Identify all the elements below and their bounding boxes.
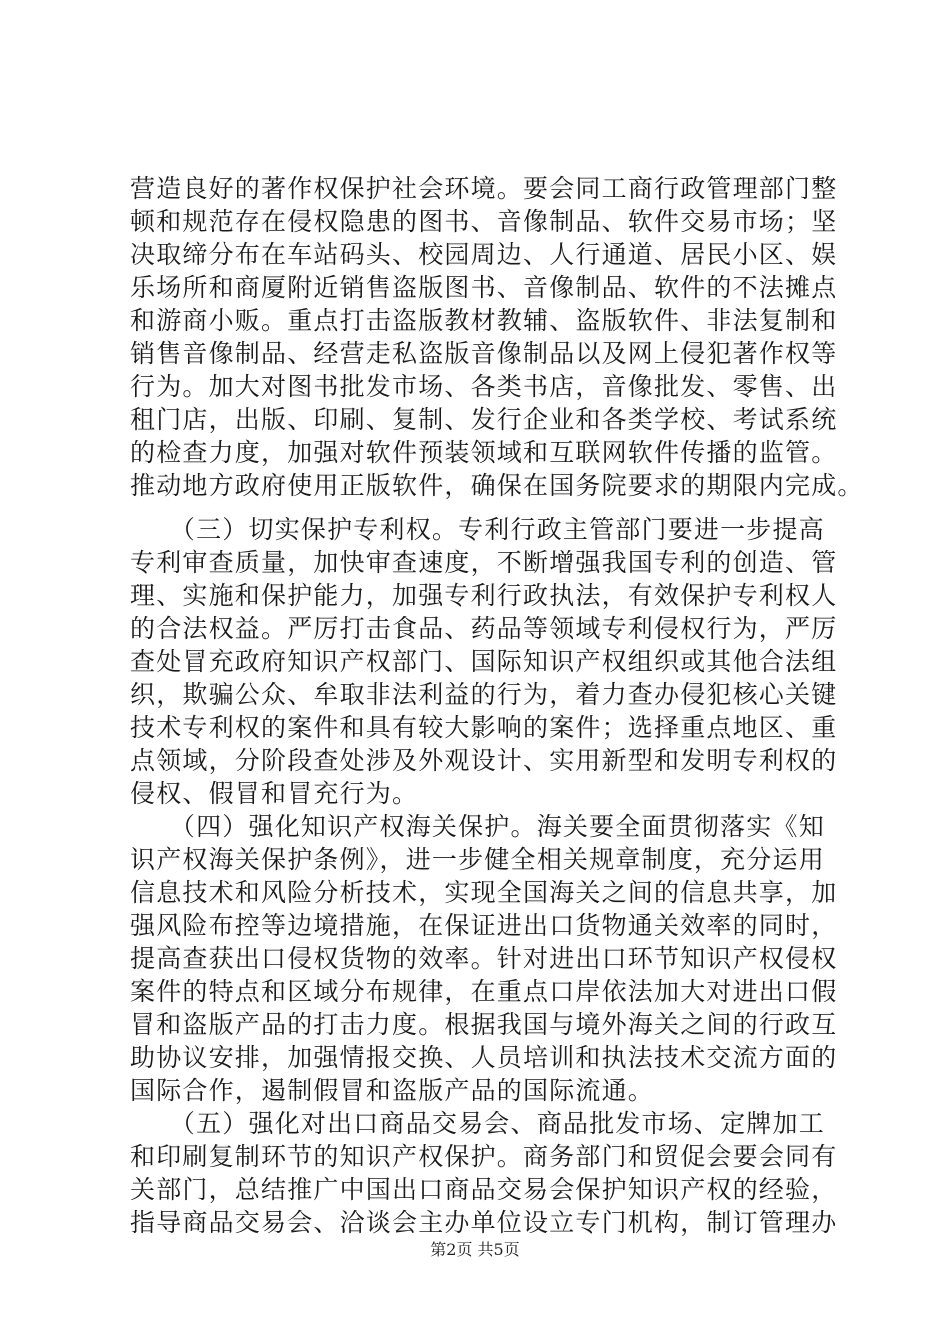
text-line: 点领域，分阶段查处涉及外观设计、实用新型和发明专利权的 <box>130 746 838 775</box>
text-line: 信息技术和风险分析技术，实现全国海关之间的信息共享，加 <box>130 878 838 907</box>
text-line: 强风险布控等边境措施，在保证进出口货物通关效率的同时， <box>130 911 838 940</box>
text-line: （四）强化知识产权海关保护。海关要全面贯彻落实《知 <box>130 812 825 841</box>
text-line: 助协议安排，加强情报交换、人员培训和执法技术交流方面的 <box>130 1043 838 1072</box>
text-line: 推动地方政府使用正版软件，确保在国务院要求的期限内完成。 <box>130 471 864 500</box>
text-line: 案件的特点和区域分布规律，在重点口岸依法加大对进出口假 <box>130 977 838 1006</box>
text-line: 查处冒充政府知识产权部门、国际知识产权组织或其他合法组 <box>130 647 838 676</box>
text-line: （五）强化对出口商品交易会、商品批发市场、定牌加工 <box>130 1109 825 1138</box>
text-line: 决取缔分布在车站码头、校园周边、人行通道、居民小区、娱 <box>130 240 838 269</box>
text-line: 识产权海关保护条例》，进一步健全相关规章制度，充分运用 <box>130 845 825 874</box>
text-line: 顿和规范存在侵权隐患的图书、音像制品、软件交易市场；坚 <box>130 207 838 236</box>
text-line: 的检查力度，加强对软件预装领域和互联网软件传播的监管。 <box>130 438 838 467</box>
text-line: 冒和盗版产品的打击力度。根据我国与境外海关之间的行政互 <box>130 1010 838 1039</box>
text-line: 技术专利权的案件和具有较大影响的案件；选择重点地区、重 <box>130 713 838 742</box>
text-line: 织，欺骗公众、牟取非法利益的行为，着力查办侵犯核心关键 <box>130 680 838 709</box>
text-line: 和游商小贩。重点打击盗版教材教辅、盗版软件、非法复制和 <box>130 306 838 335</box>
text-line: 租门店，出版、印刷、复制、发行企业和各类学校、考试系统 <box>130 405 838 434</box>
text-line: 关部门，总结推广中国出口商品交易会保护知识产权的经验， <box>130 1175 838 1204</box>
text-line: 理、实施和保护能力，加强专利行政执法，有效保护专利权人 <box>130 581 838 610</box>
text-line: （三）切实保护专利权。专利行政主管部门要进一步提高 <box>130 515 825 544</box>
text-line: 指导商品交易会、洽谈会主办单位设立专门机构，制订管理办 <box>130 1208 838 1237</box>
text-line: 的合法权益。严厉打击食品、药品等领域专利侵权行为，严厉 <box>130 614 838 643</box>
text-line: 侵权、假冒和冒充行为。 <box>130 779 419 808</box>
text-line: 国际合作，遏制假冒和盗版产品的国际流通。 <box>130 1076 655 1105</box>
text-line: 专利审查质量，加快审查速度，不断增强我国专利的创造、管 <box>130 548 838 577</box>
text-line: 提高查获出口侵权货物的效率。针对进出口环节知识产权侵权 <box>130 944 838 973</box>
page-number-footer: 第2页 共5页 <box>430 1240 520 1259</box>
text-line: 营造良好的著作权保护社会环境。要会同工商行政管理部门整 <box>130 174 838 203</box>
text-line: 乐场所和商厦附近销售盗版图书、音像制品、软件的不法摊点 <box>130 273 838 302</box>
text-line: 和印刷复制环节的知识产权保护。商务部门和贸促会要会同有 <box>130 1142 838 1171</box>
text-line: 行为。加大对图书批发市场、各类书店，音像批发、零售、出 <box>130 372 838 401</box>
text-line: 销售音像制品、经营走私盗版音像制品以及网上侵犯著作权等 <box>130 339 838 368</box>
